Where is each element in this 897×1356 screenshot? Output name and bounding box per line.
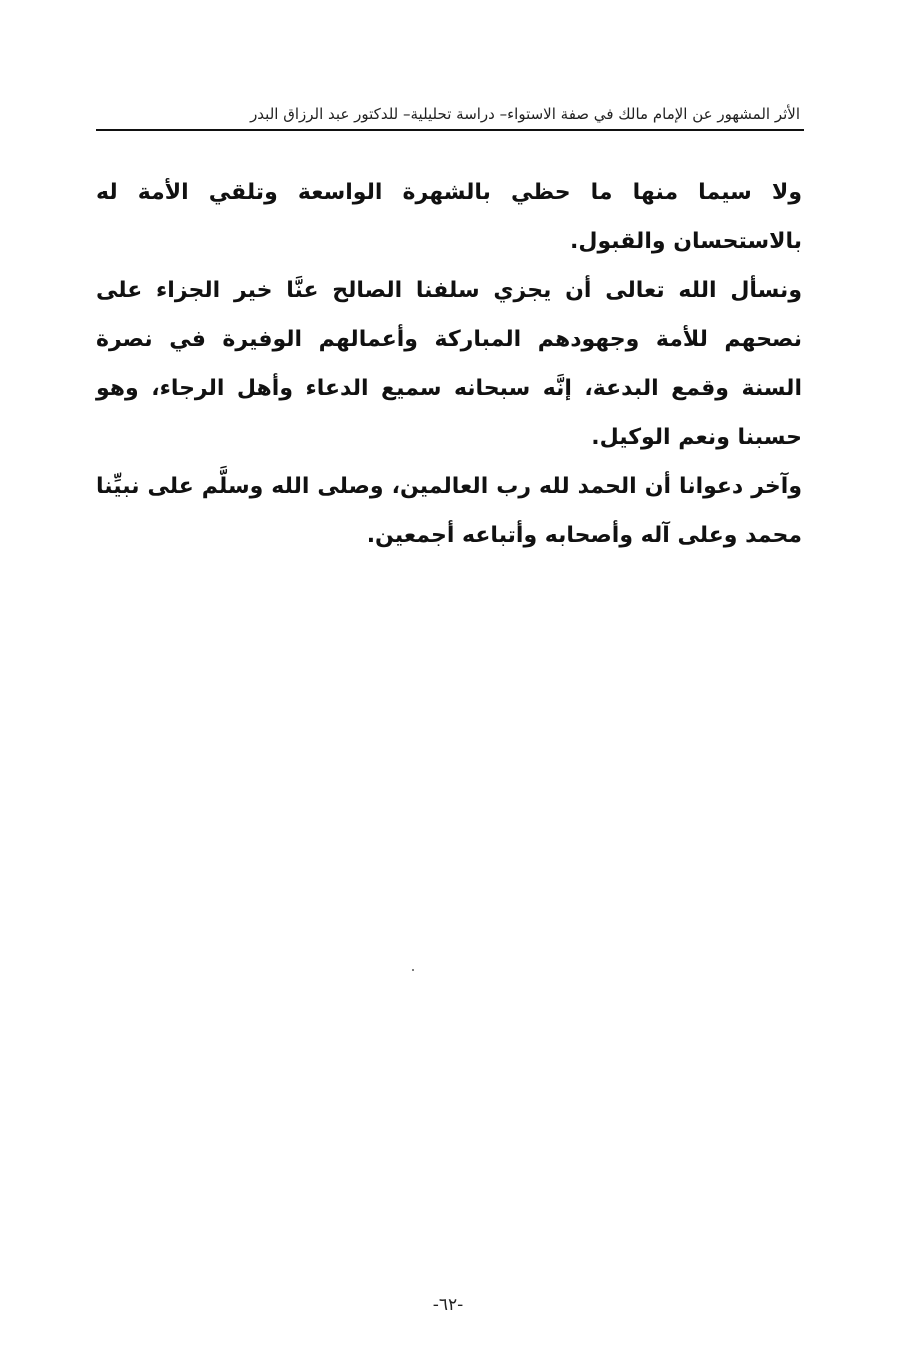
paragraph: ولا سيما منها ما حظي بالشهرة الواسعة وتلقي الأمة له بالاستحسان والقبول. [96, 180, 802, 254]
running-header: الأثر المشهور عن الإمام مالك في صفة الاستواء– دراسة تحليلية– للدكتور عبد الرزاق البدر [250, 105, 800, 123]
paragraph: ونسأل الله تعالى أن يجزي سلفنا الصالح عنَّا خير الجزاء على نصحهم للأمة وجهودهم المباركة وأعمالهم الوفيرة في نصرة السنة وقمع البدعة، إنَّه سبحانه سميع الدعاء وأهل الرجاء، وهو حسبنا ونعم الوكيل. [96, 278, 802, 450]
page-number: -٦٢- [432, 1295, 464, 1315]
header-rule [96, 129, 804, 131]
scan-speck [412, 969, 414, 971]
body-text [96, 168, 802, 560]
paragraph: وآخر دعوانا أن الحمد لله رب العالمين، وصلى الله وسلَّم على نبيِّنا محمد وعلى آله وأصحابه وأتباعه أجمعين. [96, 474, 802, 548]
